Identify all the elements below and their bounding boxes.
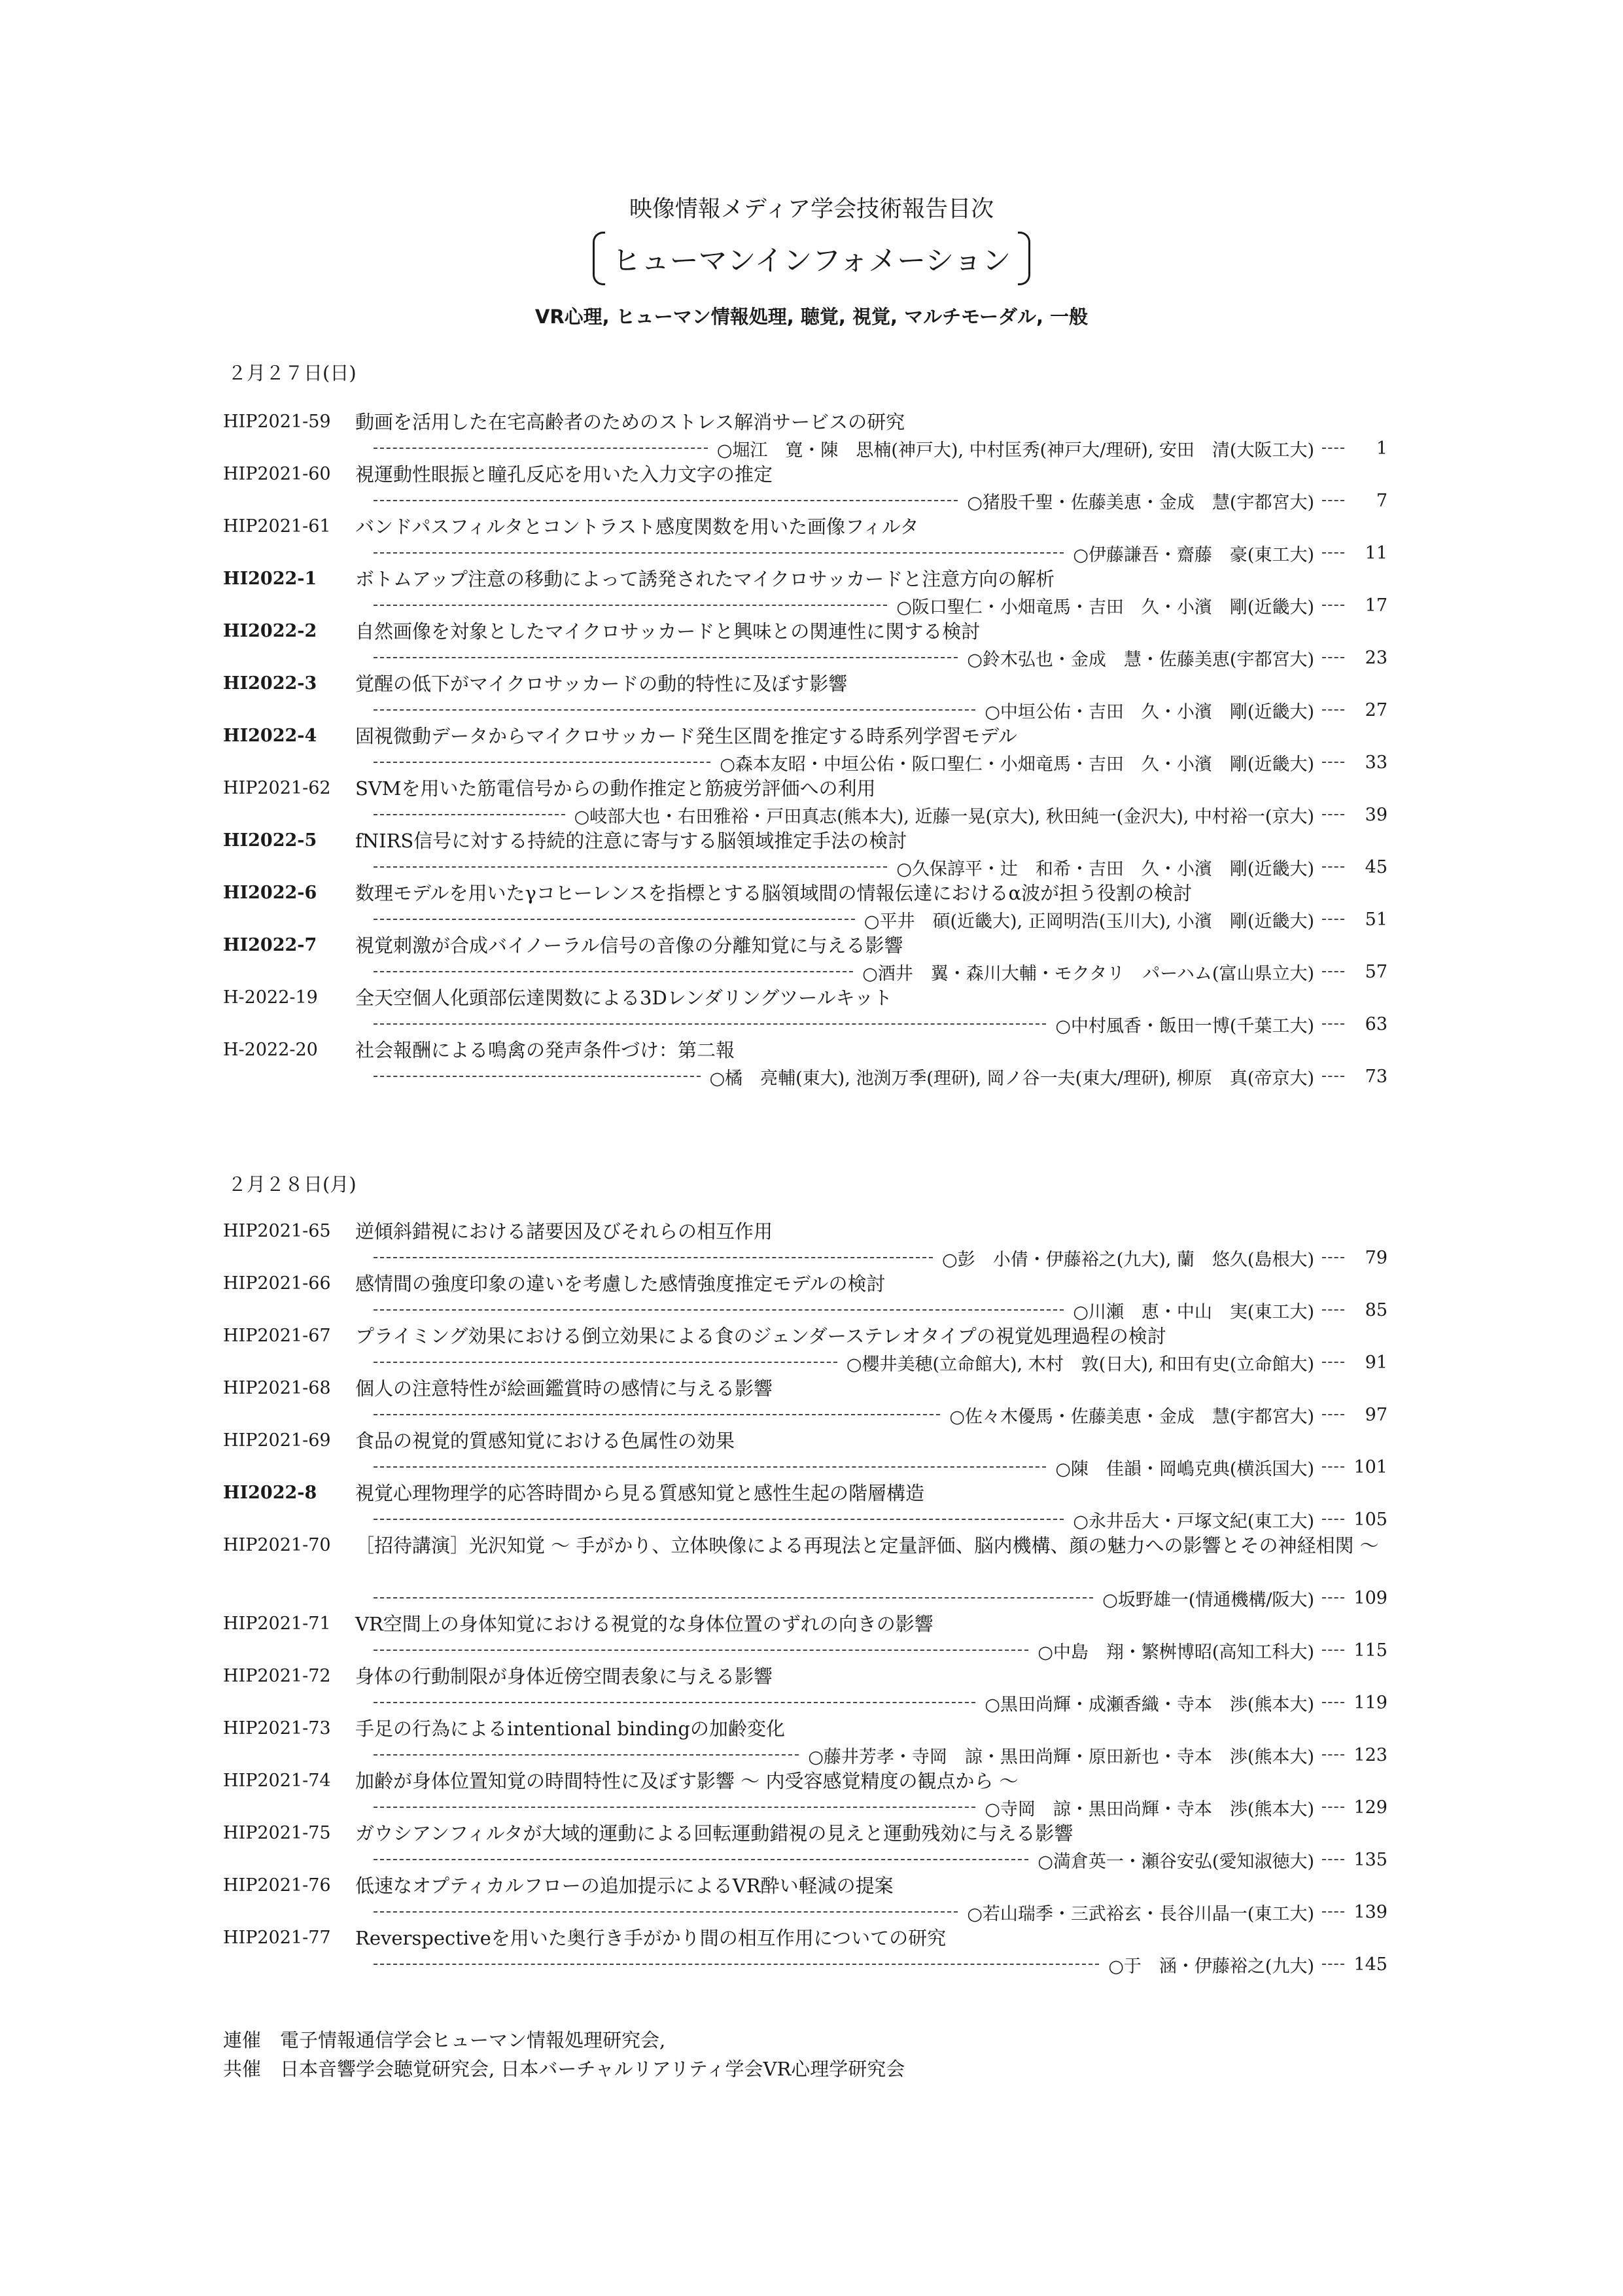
dash-trailer xyxy=(1322,1911,1344,1913)
toc-entry xyxy=(223,932,1387,985)
paper-authors: ○彭 小倩・伊藤裕之(九大), 蘭 悠久(島根大) xyxy=(942,1249,1314,1270)
paper-title: 手足の行為によるintentional bindingの加齢変化 xyxy=(355,1718,785,1740)
paper-code: HIP2021-77 xyxy=(223,1928,331,1948)
paper-code: HIP2021-59 xyxy=(223,412,331,432)
page-number: 79 xyxy=(1365,1247,1387,1268)
dash-trailer xyxy=(1322,1519,1344,1520)
page-number: 7 xyxy=(1376,490,1387,511)
dash-trailer xyxy=(1322,709,1344,711)
paper-title: VR空間上の身体知覚における視覚的な身体位置のずれの向きの影響 xyxy=(355,1613,934,1635)
report-title: 映像情報メディア学会技術報告目次 xyxy=(629,196,994,222)
toc-entry xyxy=(223,723,1387,775)
dash-trailer xyxy=(1322,605,1344,606)
toc-entry xyxy=(223,1375,1387,1428)
dash-trailer xyxy=(1322,1650,1344,1651)
paper-authors: ○阪口聖仁・小畑竜馬・吉田 久・小濱 剛(近畿大) xyxy=(896,597,1314,618)
author-line xyxy=(374,592,1387,618)
paper-authors: ○満倉英一・瀬谷安弘(愛知淑徳大) xyxy=(1038,1851,1314,1872)
dash-leader xyxy=(374,500,958,501)
dash-trailer xyxy=(1322,1362,1344,1363)
author-line xyxy=(374,1063,1387,1089)
page-number: 85 xyxy=(1365,1299,1387,1320)
paper-authors: ○于 涵・伊藤裕之(九大) xyxy=(1108,1956,1314,1977)
toc-list-day2 xyxy=(223,1218,1387,1977)
dash-trailer xyxy=(1322,1466,1344,1468)
paper-code: H-2022-19 xyxy=(223,987,318,1008)
dash-leader xyxy=(374,1702,975,1703)
paper-code: HIP2021-70 xyxy=(223,1535,331,1555)
paper-title: ガウシアンフィルタが大域的運動による回転運動錯視の見えと運動残効に与える影響 xyxy=(355,1822,1073,1845)
paper-authors: ○櫻井美穂(立命館大), 木村 敦(日大), 和田有史(立命館大) xyxy=(846,1354,1314,1375)
paper-code: HIP2021-75 xyxy=(223,1823,331,1843)
author-line xyxy=(374,487,1387,514)
paper-code: HIP2021-72 xyxy=(223,1666,331,1686)
dash-leader xyxy=(374,605,887,606)
footer-line-cosponsor: 連催 電子情報通信学会ヒューマン情報処理研究会, xyxy=(223,2029,666,2051)
dash-leader xyxy=(374,1466,1046,1468)
paper-title: 感情間の強度印象の違いを考慮した感情強度推定モデルの検討 xyxy=(355,1273,886,1295)
dash-trailer xyxy=(1322,1257,1344,1258)
paper-code: HIP2021-65 xyxy=(223,1221,331,1241)
paper-code: HI2022-2 xyxy=(223,621,317,641)
toc-entry xyxy=(223,880,1387,932)
dash-leader xyxy=(374,709,975,711)
page-number: 27 xyxy=(1365,699,1387,720)
paper-authors: ○藤井芳孝・寺岡 諒・黒田尚輝・原田新也・寺本 渉(熊本大) xyxy=(808,1746,1314,1767)
dash-leader xyxy=(374,1414,940,1415)
page-number: 73 xyxy=(1365,1066,1387,1087)
toc-entry xyxy=(223,828,1387,880)
dash-leader xyxy=(374,762,710,763)
toc-entry xyxy=(223,1663,1387,1716)
page-number: 11 xyxy=(1365,542,1387,563)
dash-trailer xyxy=(1322,1702,1344,1703)
dash-leader xyxy=(374,1754,799,1756)
toc-entry xyxy=(223,1925,1387,1977)
paper-authors: ○永井岳大・戸塚文紀(東工大) xyxy=(1073,1511,1314,1532)
toc-entry xyxy=(223,1820,1387,1873)
paper-title: 食品の視覚的質感知覚における色属性の効果 xyxy=(355,1430,735,1452)
page-number: 17 xyxy=(1365,595,1387,616)
topics-line: VR心理, ヒューマン情報処理, 聴覚, 視覚, マルチモーダル, 一般 xyxy=(534,306,1089,328)
author-line xyxy=(374,697,1387,723)
paper-code: HI2022-7 xyxy=(223,935,317,955)
dash-leader xyxy=(374,1257,933,1258)
paper-title: fNIRS信号に対する持続的注意に寄与する脳領域推定手法の検討 xyxy=(355,830,907,852)
page-number: 123 xyxy=(1353,1744,1387,1765)
page-number: 109 xyxy=(1353,1587,1387,1608)
paper-code: HIP2021-60 xyxy=(223,464,331,484)
author-line xyxy=(374,906,1387,932)
toc-entry xyxy=(223,671,1387,723)
dash-trailer xyxy=(1322,1807,1344,1808)
dash-leader xyxy=(374,1807,975,1808)
paper-code: HI2022-4 xyxy=(223,726,317,746)
author-line xyxy=(374,1637,1387,1663)
page-number: 1 xyxy=(1376,438,1387,459)
paper-code: HIP2021-76 xyxy=(223,1875,331,1896)
dash-trailer xyxy=(1322,1754,1344,1756)
paper-title: 数理モデルを用いたγコヒーレンスを指標とする脳領域間の情報伝達におけるα波が担う役割の検討 xyxy=(355,882,1193,904)
page-number: 33 xyxy=(1365,752,1387,773)
author-line xyxy=(374,1899,1387,1925)
paper-code: HI2022-5 xyxy=(223,830,317,851)
dash-leader xyxy=(374,1076,701,1077)
author-line xyxy=(374,1454,1387,1480)
dash-leader xyxy=(374,1859,1028,1860)
toc-entry xyxy=(223,1271,1387,1323)
author-line xyxy=(374,749,1387,775)
paper-authors: ○寺岡 諒・黒田尚輝・寺本 渉(熊本大) xyxy=(985,1799,1314,1820)
page-number: 39 xyxy=(1365,804,1387,825)
paper-authors: ○久保諄平・辻 和希・吉田 久・小濱 剛(近畿大) xyxy=(896,858,1314,879)
paper-code: HIP2021-61 xyxy=(223,516,331,537)
page-number: 97 xyxy=(1365,1404,1387,1425)
dash-leader xyxy=(374,1519,1064,1520)
paper-code: HIP2021-73 xyxy=(223,1718,331,1739)
paper-title: SVMを用いた筋電信号からの動作推定と筋疲労評価への利用 xyxy=(355,777,876,800)
page-number: 115 xyxy=(1353,1640,1387,1661)
dash-trailer xyxy=(1322,814,1344,815)
subtitle-block xyxy=(0,234,1623,281)
page-number: 23 xyxy=(1365,647,1387,668)
toc-entry xyxy=(223,514,1387,566)
page-number: 145 xyxy=(1353,1954,1387,1975)
dash-trailer xyxy=(1322,552,1344,554)
paper-code: HIP2021-74 xyxy=(223,1771,331,1791)
dash-trailer xyxy=(1322,866,1344,868)
paper-code: HIP2021-71 xyxy=(223,1614,331,1634)
dash-leader xyxy=(374,971,853,972)
toc-entry xyxy=(223,1480,1387,1532)
paper-title: 固視微動データからマイクロサッカード発生区間を推定する時系列学習モデル xyxy=(355,725,1017,747)
dash-trailer xyxy=(1322,1964,1344,1965)
dash-leader xyxy=(374,1911,958,1913)
dash-leader xyxy=(374,919,855,920)
page-number: 91 xyxy=(1365,1352,1387,1373)
dash-trailer xyxy=(1322,1023,1344,1025)
dash-trailer xyxy=(1322,657,1344,658)
author-line xyxy=(374,802,1387,828)
dash-trailer xyxy=(1322,971,1344,972)
paper-authors: ○岐部大也・右田雅裕・戸田真志(熊本大), 近藤一晃(京大), 秋田純一(金沢大), 中村裕一(京大) xyxy=(574,806,1314,827)
author-line xyxy=(374,1402,1387,1428)
author-line xyxy=(374,1951,1387,1977)
paper-code: HI2022-3 xyxy=(223,673,317,694)
dash-leader xyxy=(374,1309,1064,1311)
paper-title: 自然画像を対象としたマイクロサッカードと興味との関連性に関する検討 xyxy=(355,620,981,643)
paper-authors: ○川瀬 恵・中山 実(東工大) xyxy=(1073,1301,1314,1322)
paper-code: H-2022-20 xyxy=(223,1040,318,1060)
author-line xyxy=(374,1349,1387,1375)
page-number: 57 xyxy=(1365,961,1387,982)
author-line xyxy=(374,1689,1387,1716)
author-line xyxy=(374,1245,1387,1271)
dash-leader xyxy=(374,1964,1099,1965)
footer-notes xyxy=(223,2026,905,2083)
author-line xyxy=(374,540,1387,566)
paper-title: 個人の注意特性が絵画鑑賞時の感情に与える影響 xyxy=(355,1377,773,1400)
toc-entry xyxy=(223,775,1387,828)
paper-title: 身体の行動制限が身体近傍空間表象に与える影響 xyxy=(355,1665,773,1687)
paper-authors: ○陳 佳韻・岡嶋克典(横浜国大) xyxy=(1055,1458,1314,1479)
toc-entry xyxy=(223,1428,1387,1480)
paper-authors: ○中垣公佑・吉田 久・小濱 剛(近畿大) xyxy=(985,701,1314,722)
page-number: 135 xyxy=(1353,1849,1387,1870)
paper-title: プライミング効果における倒立効果による食のジェンダーステレオタイプの視覚処理過程の検討 xyxy=(355,1325,1166,1347)
toc-entry xyxy=(223,1532,1387,1611)
dash-trailer xyxy=(1322,1076,1344,1077)
dash-leader xyxy=(374,552,1064,554)
author-line xyxy=(374,1742,1387,1768)
paper-authors: ○坂野雄一(情通機構/阪大) xyxy=(1102,1589,1314,1610)
paper-title: ［招待講演］光沢知覚 〜 手がかり、立体映像による再現法と定量評価、脳内機構、顔の魅力への影響とその神経相関 〜 xyxy=(355,1534,1379,1557)
paper-title: 視覚心理物理学的応答時間から見る質感知覚と感性生起の階層構造 xyxy=(355,1482,925,1504)
toc-list-day1 xyxy=(223,409,1387,1089)
paper-authors: ○酒井 翼・森川大輔・モクタリ パーハム(富山県立大) xyxy=(862,963,1314,984)
author-line xyxy=(374,1585,1387,1611)
dash-trailer xyxy=(1322,1859,1344,1860)
paper-code: HIP2021-69 xyxy=(223,1430,331,1451)
paper-authors: ○黒田尚輝・成瀬香織・寺本 渉(熊本大) xyxy=(985,1694,1314,1715)
author-line xyxy=(374,1846,1387,1873)
dash-trailer xyxy=(1322,448,1344,449)
paper-authors: ○佐々木優馬・佐藤美恵・金成 慧(宇都宮大) xyxy=(949,1406,1314,1427)
paper-authors: ○中村風香・飯田一博(千葉工大) xyxy=(1055,1016,1314,1036)
dash-leader xyxy=(374,1650,1028,1651)
author-line xyxy=(374,645,1387,671)
author-line xyxy=(374,1011,1387,1037)
paper-code: HI2022-8 xyxy=(223,1483,317,1503)
paper-code: HIP2021-66 xyxy=(223,1273,331,1294)
paper-authors: ○橘 亮輔(東大), 池渕万季(理研), 岡ノ谷一夫(東大/理研), 柳原 真(帝京大) xyxy=(709,1068,1314,1089)
dash-trailer xyxy=(1322,1597,1344,1598)
paper-title: 視運動性眼振と瞳孔反応を用いた入力文字の推定 xyxy=(355,463,773,486)
dash-leader xyxy=(374,1597,1093,1598)
paper-title: 加齢が身体位置知覚の時間特性に及ぼす影響 〜 内受容感覚精度の観点から 〜 xyxy=(355,1770,1019,1792)
paper-title: 低速なオプティカルフローの追加提示によるVR酔い軽減の提案 xyxy=(355,1875,894,1897)
date-heading-day2: ２月２８日(月) xyxy=(228,1173,357,1195)
paper-authors: ○堀江 寛・陳 思楠(神戸大), 中村匡秀(神戸大/理研), 安田 清(大阪工大) xyxy=(716,440,1314,461)
dash-trailer xyxy=(1322,1414,1344,1415)
toc-entry xyxy=(223,1768,1387,1820)
dash-leader xyxy=(374,1362,837,1363)
paper-title: 動画を活用した在宅高齢者のためのストレス解消サービスの研究 xyxy=(355,411,905,433)
page-number: 105 xyxy=(1353,1509,1387,1530)
dash-leader xyxy=(374,657,958,658)
page-number: 45 xyxy=(1365,857,1387,877)
paper-code: HI2022-6 xyxy=(223,883,317,903)
toc-entry xyxy=(223,409,1387,461)
author-line xyxy=(374,1794,1387,1820)
dash-leader xyxy=(374,814,565,815)
author-line xyxy=(374,1506,1387,1532)
toc-entry xyxy=(223,985,1387,1037)
paper-authors: ○猪股千聖・佐藤美恵・金成 慧(宇都宮大) xyxy=(967,492,1314,513)
author-line xyxy=(374,959,1387,985)
paper-authors: ○伊藤謙吾・齋藤 豪(東工大) xyxy=(1073,544,1314,565)
page-number: 139 xyxy=(1353,1901,1387,1922)
date-heading-day1: ２月２７日(日) xyxy=(228,362,357,384)
paper-title: 覚醒の低下がマイクロサッカードの動的特性に及ぼす影響 xyxy=(355,673,848,695)
dash-leader xyxy=(374,866,887,868)
page-number: 51 xyxy=(1365,909,1387,930)
page-number: 119 xyxy=(1353,1692,1387,1713)
paper-title: Reverspectiveを用いた奥行き手がかり間の相互作用についての研究 xyxy=(355,1927,947,1949)
page-number: 129 xyxy=(1353,1797,1387,1818)
paper-code: HIP2021-62 xyxy=(223,778,331,798)
toc-entry xyxy=(223,461,1387,514)
paper-code: HIP2021-67 xyxy=(223,1326,331,1346)
paper-title: ボトムアップ注意の移動によって誘発されたマイクロサッカードと注意方向の解析 xyxy=(355,568,1055,590)
toc-entry xyxy=(223,1218,1387,1271)
toc-entry xyxy=(223,618,1387,671)
paper-authors: ○平井 碩(近畿大), 正岡明浩(玉川大), 小濱 剛(近畿大) xyxy=(864,911,1314,932)
paper-title: 社会報酬による鳴禽の発声条件づけ：第二報 xyxy=(355,1039,735,1061)
dash-leader xyxy=(374,1023,1046,1025)
report-subtitle: ヒューマンインフォメーション xyxy=(593,234,1031,281)
toc-entry xyxy=(223,1037,1387,1089)
paper-code: HI2022-1 xyxy=(223,569,317,589)
dash-trailer xyxy=(1322,1309,1344,1311)
toc-entry xyxy=(223,1716,1387,1768)
toc-entry xyxy=(223,1873,1387,1925)
dash-trailer xyxy=(1322,919,1344,920)
page-number: 101 xyxy=(1353,1457,1387,1477)
paper-title: 視覚刺激が合成バイノーラル信号の音像の分離知覚に与える影響 xyxy=(355,934,903,957)
paper-code: HIP2021-68 xyxy=(223,1378,331,1398)
dash-trailer xyxy=(1322,500,1344,501)
paper-authors: ○中島 翔・繁桝博昭(高知工科大) xyxy=(1038,1642,1314,1663)
dash-trailer xyxy=(1322,762,1344,763)
paper-title: 逆傾斜錯視における諸要因及びそれらの相互作用 xyxy=(355,1220,773,1243)
author-line xyxy=(374,435,1387,461)
paper-authors: ○若山瑞季・三武裕玄・長谷川晶一(東工大) xyxy=(967,1903,1314,1924)
page-number: 63 xyxy=(1365,1014,1387,1034)
paper-authors: ○森本友昭・中垣公佑・阪口聖仁・小畑竜馬・吉田 久・小濱 剛(近畿大) xyxy=(720,754,1314,775)
toc-entry xyxy=(223,1323,1387,1375)
footer-line-support: 共催 日本音響学会聴覚研究会, 日本バーチャルリアリティ学会VR心理学研究会 xyxy=(223,2058,905,2080)
paper-authors: ○鈴木弘也・金成 慧・佐藤美恵(宇都宮大) xyxy=(967,649,1314,670)
paper-title: 全天空個人化頭部伝達関数による3Dレンダリングツールキット xyxy=(355,987,893,1009)
paper-title: バンドパスフィルタとコントラスト感度関数を用いた画像フィルタ xyxy=(355,516,919,538)
toc-entry xyxy=(223,566,1387,618)
author-line xyxy=(374,854,1387,880)
toc-entry xyxy=(223,1611,1387,1663)
author-line xyxy=(374,1297,1387,1323)
dash-leader xyxy=(374,448,708,449)
